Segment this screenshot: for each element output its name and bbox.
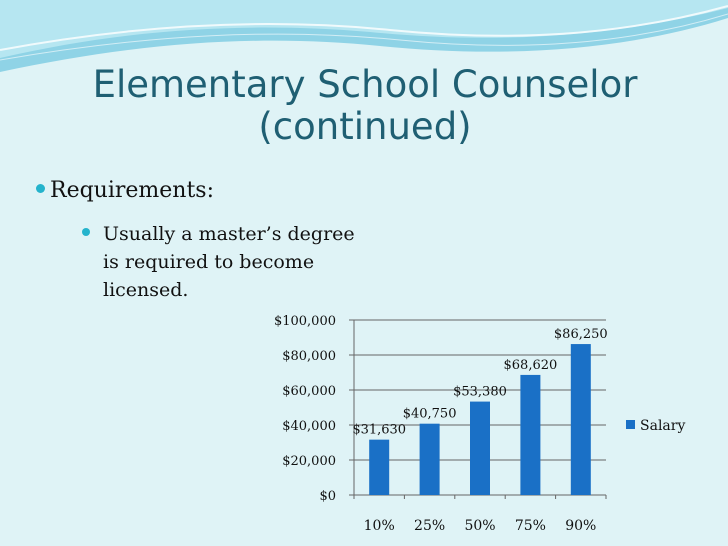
y-tick-label: $100,000 <box>273 314 336 329</box>
bar <box>470 402 490 495</box>
slide-title-line-1: Elementary School Counselor <box>92 63 638 106</box>
bar <box>420 424 440 495</box>
bar-value-label: $31,630 <box>352 422 407 438</box>
bar <box>369 440 389 495</box>
bar-value-label: $53,380 <box>453 384 507 400</box>
bar <box>520 375 540 495</box>
y-tick-label: $60,000 <box>282 384 336 399</box>
x-tick-label: 50% <box>464 518 496 534</box>
x-tick-label: 90% <box>565 518 597 534</box>
y-tick-label: $80,000 <box>282 349 336 364</box>
sub-bullet-line-1: Usually a master’s degree <box>103 223 355 245</box>
bar-value-label: $68,620 <box>503 357 558 373</box>
sub-bullet-line-2: is required to become <box>103 251 315 273</box>
y-tick-label: $0 <box>319 489 336 504</box>
x-tick-label: 75% <box>514 518 546 534</box>
legend-swatch <box>626 420 635 429</box>
bar-value-label: $86,250 <box>553 327 608 343</box>
legend-label: Salary <box>640 418 686 434</box>
slide-title-line-2: (continued) <box>258 105 472 148</box>
sub-bullet-line-3: licensed. <box>103 279 189 301</box>
bar-value-label: $40,750 <box>402 406 457 422</box>
y-tick-label: $20,000 <box>282 454 336 469</box>
bullet-requirements-text: Requirements: <box>50 178 215 203</box>
x-tick-label: 25% <box>414 518 446 534</box>
bar <box>571 344 591 495</box>
x-tick-label: 10% <box>363 518 395 534</box>
y-tick-label: $40,000 <box>282 419 336 434</box>
